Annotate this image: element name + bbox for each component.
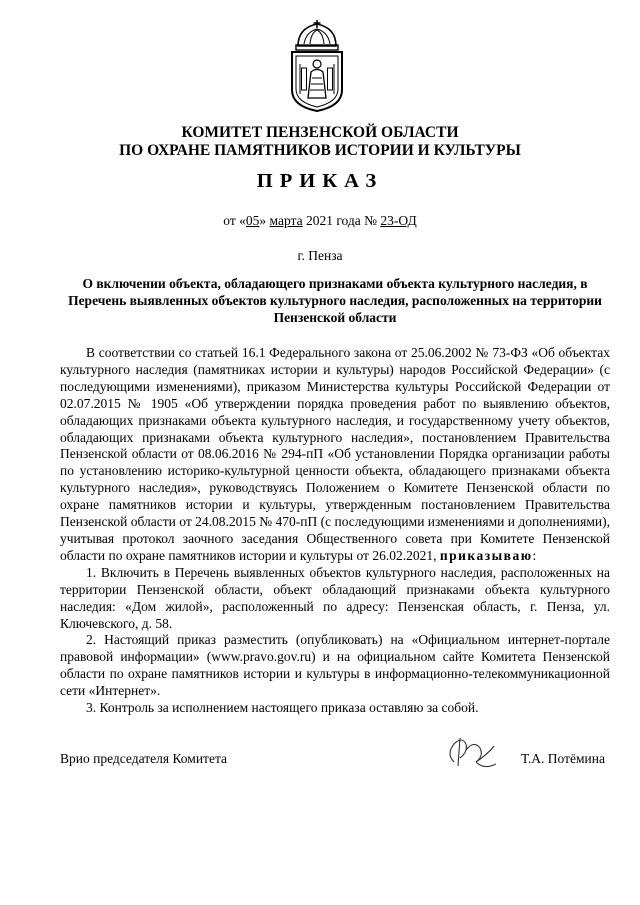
date-mid: » xyxy=(259,213,270,228)
document-date-number xyxy=(0,213,640,229)
document-number: 23-ОД xyxy=(380,213,417,228)
signatory-position: Врио председателя Комитета xyxy=(60,751,227,766)
document-subject: О включении объекта, обладающего признаками объекта культурного наследия, в Перечень выявленных объектов культурного наследия, расположенных на территории Пензенской области xyxy=(68,276,602,325)
handwritten-signature xyxy=(440,732,502,772)
order-word: приказываю xyxy=(439,547,533,563)
date-year: 2021 года № xyxy=(302,213,381,228)
preamble-paragraph: В соответствии со статьей 16.1 Федерального закона от 25.06.2002 № 73-ФЗ «Об объектах культурного наследия (памятниках истории и культуры) народов Российской Федерации» (с последующими изменениями), приказом Министерства культуры Российской Федерации от 02.07.2015 № 1905 «Об утверждении порядка проведения работ по выявлению объектов, обладающих признаками объекта культурного наследия, и государственному учету объектов, обладающих признаками объекта культурного наследия», постановлением Правительства Пензенской области от 08.06.2016 № 294-пП «Об установлении Порядка организации работы по установлению историко-культурной ценности объекта, обладающего признаками объекта культурного наследия», руководствуясь Положением о Комитете Пензенской области по охране памятников истории и культуры, утвержденным постановлением Правительства Пензенской области от 24.08.2015 № 470-пП (с последующими изменениями и дополнениями), учитывая протокол заочного заседания Общественного совета при Комитете Пензенской области по охране памятников истории и культуры от 26.02.2021, приказываю: xyxy=(60,345,610,563)
order-item-1: 1. Включить в Перечень выявленных объектов культурного наследия, расположенных на территории Пензенской области, объект обладающий признаками объекта культурного наследия: «Дом жилой», расположенный по адресу: Пензенская область, г. Пенза, ул. Ключевского, д. 58. xyxy=(60,564,610,631)
penza-coat-of-arms-icon xyxy=(284,20,350,112)
date-day: 05 xyxy=(245,213,260,228)
date-prefix: от « xyxy=(223,213,246,228)
document-body xyxy=(60,345,610,717)
signatory-name: Т.А. Потёмина xyxy=(521,751,605,766)
organization-name-line1: КОМИТЕТ ПЕНЗЕНСКОЙ ОБЛАСТИ xyxy=(181,124,459,141)
organization-name-line2: ПО ОХРАНЕ ПАМЯТНИКОВ ИСТОРИИ И КУЛЬТУРЫ xyxy=(119,142,521,159)
date-month: марта xyxy=(269,213,303,228)
document-type-title: ПРИКАЗ xyxy=(256,170,384,192)
order-item-2: 2. Настоящий приказ разместить (опубликовать) на «Официальном интернет-портале правовой информации» (www.pravo.gov.ru) и на официальном сайте Комитета Пензенской области по охране памятников истории и культуры в информационно-телекоммуникационной сети «Интернет». xyxy=(60,632,610,699)
city-name: г. Пенза xyxy=(297,248,343,263)
order-item-3: 3. Контроль за исполнением настоящего приказа оставляю за собой. xyxy=(86,700,479,716)
preamble-text: В соответствии со статьей 16.1 Федерального закона от 25.06.2002 № 73-ФЗ «Об объектах культурного наследия (памятниках истории и культуры) народов Российской Федерации» (с последующими изменениями), приказом Министерства культуры Российской Федерации от 02.07.2015 № 1905 «Об утверждении порядка проведения работ по выявлению объектов, обладающих признаками объекта культурного наследия, и государственному учету объектов, обладающих признаками объекта культурного наследия», постановлением Правительства Пензенской области от 08.06.2016 № 294-пП «Об установлении Порядка организации работы по установлению историко-культурной ценности объекта, обладающего признаками объекта культурного наследия», руководствуясь Положением о Комитете Пензенской области по охране памятников истории и культуры, утвержденным постановлением Правительства Пензенской области от 24.08.2015 № 470-пП (с последующими изменениями и дополнениями), учитывая протокол заочного заседания Общественного совета при Комитете Пензенской области по охране памятников истории и культуры от 26.02.2021, xyxy=(60,345,610,563)
